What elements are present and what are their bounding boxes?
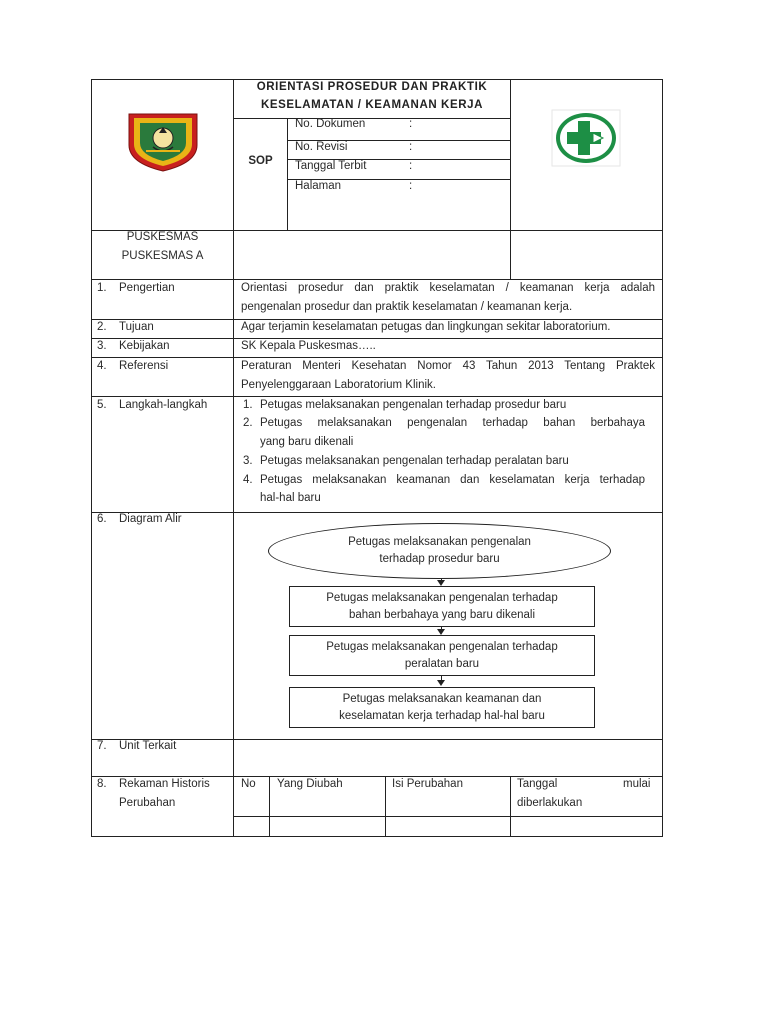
no-revisi-label: No. Revisi xyxy=(295,141,348,153)
flow-process-box xyxy=(289,586,595,627)
health-cross-logo xyxy=(551,109,621,167)
diagram-label: Diagram Alir xyxy=(119,513,182,525)
step-number: 1. xyxy=(243,399,253,411)
tujuan-text: Agar terjamin keselamatan petugas dan lingkungan sekitar laboratorium. xyxy=(241,321,611,333)
tanggal-terbit-label: Tanggal Terbit xyxy=(295,160,367,172)
tujuan-label: Tujuan xyxy=(119,321,154,333)
tujuan-number: 2. xyxy=(97,321,107,333)
rekaman-label-line2: Perubahan xyxy=(119,797,176,809)
kebijakan-number: 3. xyxy=(97,340,107,352)
org-name-line1: PUSKESMAS xyxy=(126,231,199,243)
flow-node-text: bahan berbahaya yang baru dikenali xyxy=(348,609,536,621)
org-name-line2: PUSKESMAS A xyxy=(121,250,204,262)
pengertian-text-line2: pengenalan prosedur dan praktik keselamatan / keamanan kerja. xyxy=(241,301,573,313)
pengertian-text-line1: Orientasi prosedur dan praktik keselamatan / keamanan kerja adalah xyxy=(241,282,655,294)
halaman-label: Halaman xyxy=(295,180,342,192)
flow-node-text: keselamatan kerja terhadap hal-hal baru xyxy=(339,710,545,722)
flow-arrow-head xyxy=(437,680,445,686)
rekaman-number: 8. xyxy=(97,778,107,790)
sop-label: SOP xyxy=(248,155,273,167)
referensi-text-line1: Peraturan Menteri Kesehatan Nomor 43 Tahun 2013 Tentang Praktek xyxy=(241,360,655,372)
document-title-line1: ORIENTASI PROSEDUR DAN PRAKTIK xyxy=(256,81,488,93)
no-dokumen-separator: : xyxy=(409,118,413,130)
flow-node-text: Petugas melaksanakan keamanan dan xyxy=(342,693,542,705)
flow-node-text: terhadap prosedur baru xyxy=(379,553,500,565)
no-dokumen-label: No. Dokumen xyxy=(295,118,366,130)
kebijakan-label: Kebijakan xyxy=(119,340,170,352)
rekaman-label-line1: Rekaman Historis xyxy=(119,778,210,790)
unit-label: Unit Terkait xyxy=(119,740,177,752)
flow-node-text: peralatan baru xyxy=(404,658,480,670)
no-revisi-separator: : xyxy=(409,141,413,153)
step-text: Petugas melaksanakan pengenalan terhadap prosedur baru xyxy=(260,399,567,411)
step-number: 2. xyxy=(243,417,253,429)
referensi-text-line2: Penyelenggaraan Laboratorium Klinik. xyxy=(241,379,436,391)
langkah-label: Langkah-langkah xyxy=(119,399,208,411)
langkah-number: 5. xyxy=(97,399,107,411)
diagram-number: 6. xyxy=(97,513,107,525)
pengertian-number: 1. xyxy=(97,282,107,294)
step-number: 3. xyxy=(243,455,253,467)
kebijakan-text: SK Kepala Puskesmas….. xyxy=(241,340,376,352)
col-header-mulai: mulai xyxy=(623,778,651,790)
flow-node-text: Petugas melaksanakan pengenalan terhadap xyxy=(326,641,558,653)
col-header-diberlakukan: diberlakukan xyxy=(517,797,583,809)
regency-emblem-logo xyxy=(126,111,200,173)
flow-node-text: Petugas melaksanakan pengenalan xyxy=(348,536,531,548)
referensi-number: 4. xyxy=(97,360,107,372)
col-header-no: No xyxy=(241,778,256,790)
step-text-continued: hal-hal baru xyxy=(260,492,321,504)
referensi-label: Referensi xyxy=(119,360,169,372)
unit-number: 7. xyxy=(97,740,107,752)
halaman-separator: : xyxy=(409,180,413,192)
step-text: Petugas melaksanakan pengenalan terhadap bahan berbahaya xyxy=(260,417,645,429)
col-header-tanggal: Tanggal xyxy=(517,778,558,790)
tanggal-terbit-separator: : xyxy=(409,160,413,172)
flow-process-box xyxy=(289,635,595,676)
flow-process-box xyxy=(289,687,595,728)
pengertian-label: Pengertian xyxy=(119,282,175,294)
flow-start-ellipse xyxy=(268,523,611,579)
step-text-continued: yang baru dikenali xyxy=(260,436,354,448)
step-number: 4. xyxy=(243,474,253,486)
flow-node-text: Petugas melaksanakan pengenalan terhadap xyxy=(326,592,558,604)
step-text: Petugas melaksanakan pengenalan terhadap peralatan baru xyxy=(260,455,569,467)
col-header-yang-diubah: Yang Diubah xyxy=(277,778,343,790)
step-text: Petugas melaksanakan keamanan dan keselamatan kerja terhadap xyxy=(260,474,645,486)
col-header-isi-perubahan: Isi Perubahan xyxy=(392,778,463,790)
document-title-line2: KESELAMATAN / KEAMANAN KERJA xyxy=(260,99,484,111)
